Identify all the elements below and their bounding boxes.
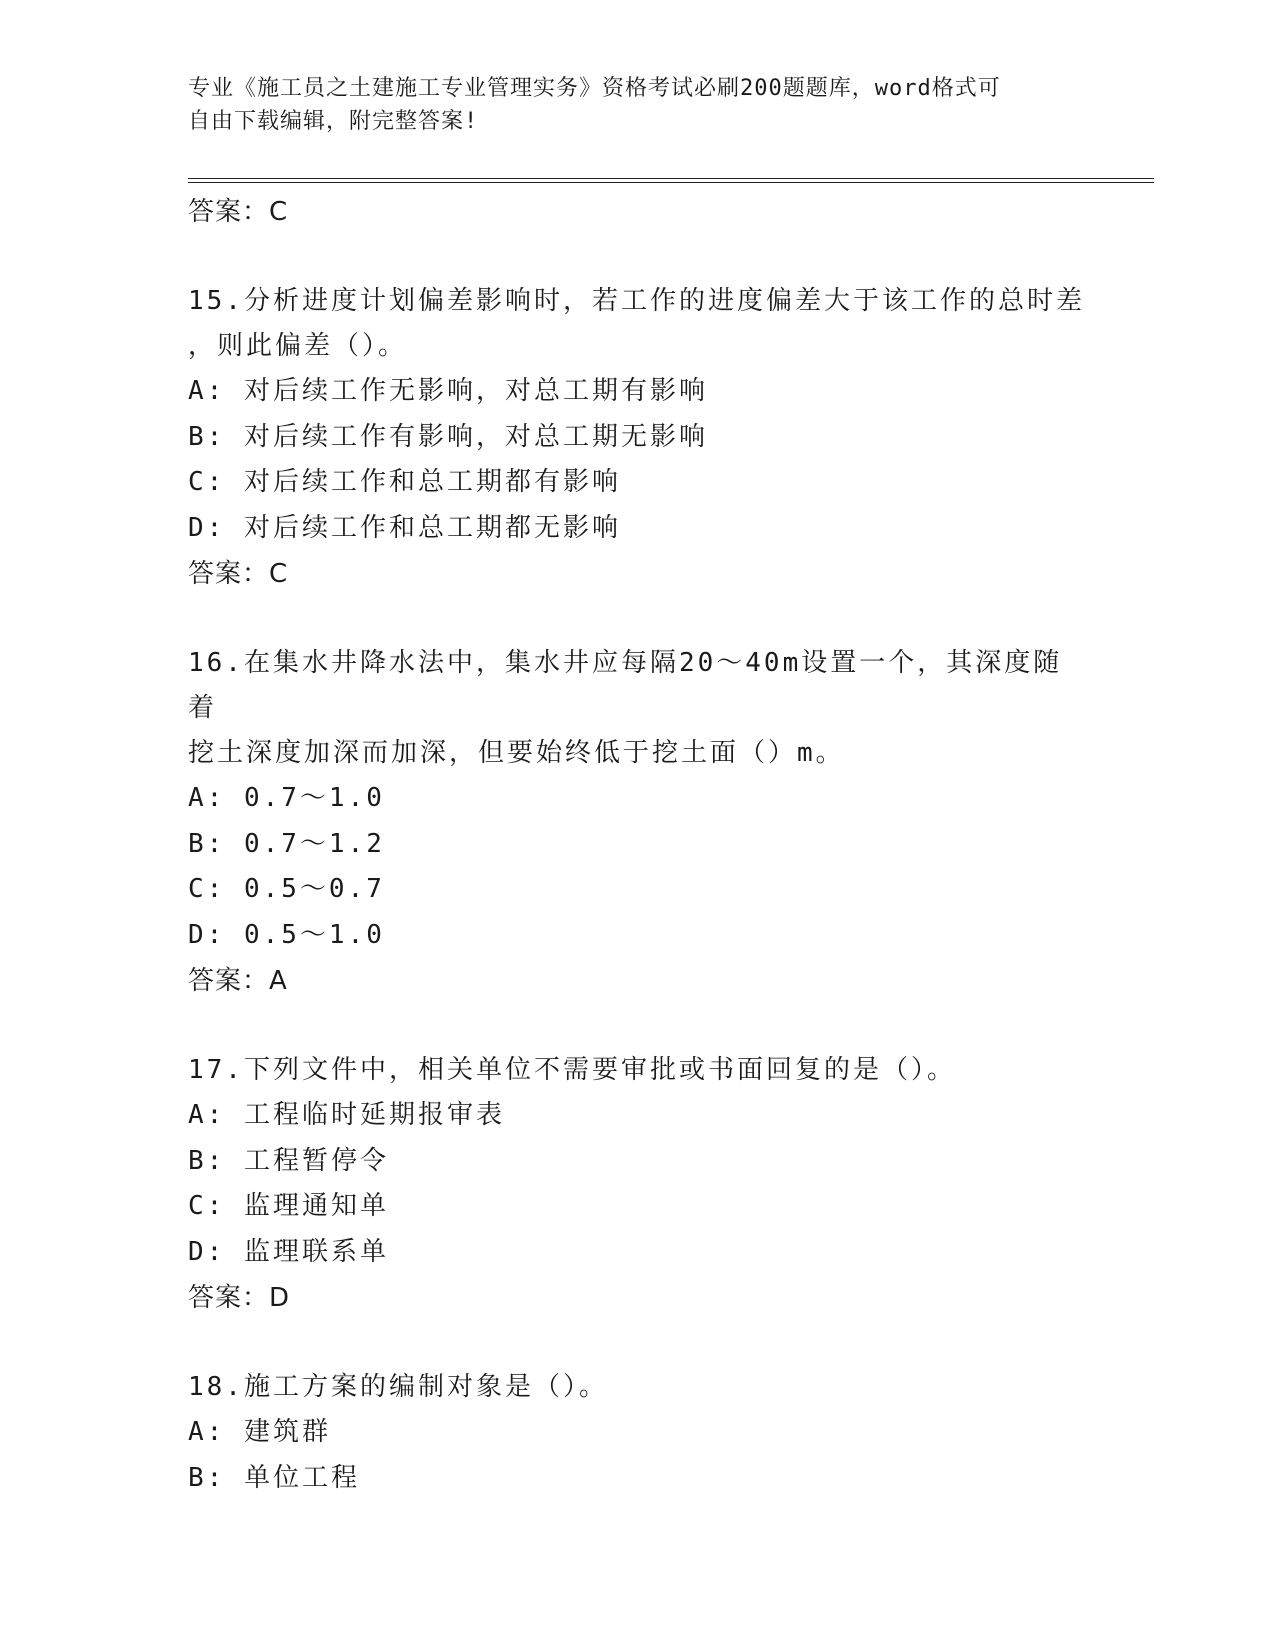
option-a: A: 建筑群 bbox=[188, 1417, 331, 1447]
spacer bbox=[188, 597, 1088, 641]
option-b: B: 单位工程 bbox=[188, 1462, 360, 1493]
question-17 bbox=[188, 1048, 1088, 1321]
question-list bbox=[188, 189, 1088, 1501]
answer-line: 答案：C bbox=[188, 197, 289, 227]
header-line-2: 自由下载编辑，附完整答案! bbox=[188, 109, 479, 134]
header-line-1: 专业《施工员之土建施工专业管理实务》资格考试必刷200题题库，word格式可 bbox=[188, 76, 1001, 101]
spacer bbox=[188, 1004, 1088, 1048]
question-text: 15.分析进度计划偏差影响时，若工作的进度偏差大于该工作的总时差 bbox=[188, 286, 1085, 316]
question-text: 挖土深度加深而加深，但要始终低于挖土面（）m。 bbox=[188, 738, 845, 768]
question-text: 16.在集水井降水法中，集水井应每隔20～40m设置一个，其深度随着 bbox=[188, 648, 1063, 723]
option-d: D: 监理联系单 bbox=[188, 1236, 389, 1267]
option-a: A: 工程临时延期报审表 bbox=[188, 1100, 505, 1130]
spacer bbox=[188, 1321, 1088, 1365]
option-c: C: 监理通知单 bbox=[188, 1191, 389, 1221]
answer-line: 答案：A bbox=[188, 966, 288, 996]
header-divider-bottom bbox=[188, 182, 1154, 183]
question-15 bbox=[188, 279, 1088, 597]
answer-line: 答案：D bbox=[188, 1283, 291, 1313]
option-a: A: 对后续工作无影响，对总工期有影响 bbox=[188, 376, 708, 406]
question-text: ，则此偏差（）。 bbox=[188, 331, 408, 361]
option-d: D: 对后续工作和总工期都无影响 bbox=[188, 512, 621, 543]
option-a: A: 0.7～1.0 bbox=[188, 783, 385, 813]
option-c: C: 对后续工作和总工期都有影响 bbox=[188, 467, 621, 497]
spacer bbox=[188, 235, 1088, 279]
question-text: 17.下列文件中，相关单位不需要审批或书面回复的是（）。 bbox=[188, 1055, 956, 1085]
option-d: D: 0.5～1.0 bbox=[188, 919, 385, 950]
question-18 bbox=[188, 1365, 1088, 1501]
option-b: B: 0.7～1.2 bbox=[188, 828, 385, 859]
answer-line: 答案：C bbox=[188, 559, 289, 589]
question-16 bbox=[188, 641, 1088, 1004]
option-c: C: 0.5～0.7 bbox=[188, 874, 385, 904]
option-b: B: 对后续工作有影响，对总工期无影响 bbox=[188, 421, 708, 452]
header-divider-top bbox=[188, 178, 1154, 179]
option-b: B: 工程暂停令 bbox=[188, 1145, 389, 1176]
document-header bbox=[188, 72, 1068, 138]
question-text: 18.施工方案的编制对象是（）。 bbox=[188, 1372, 608, 1402]
